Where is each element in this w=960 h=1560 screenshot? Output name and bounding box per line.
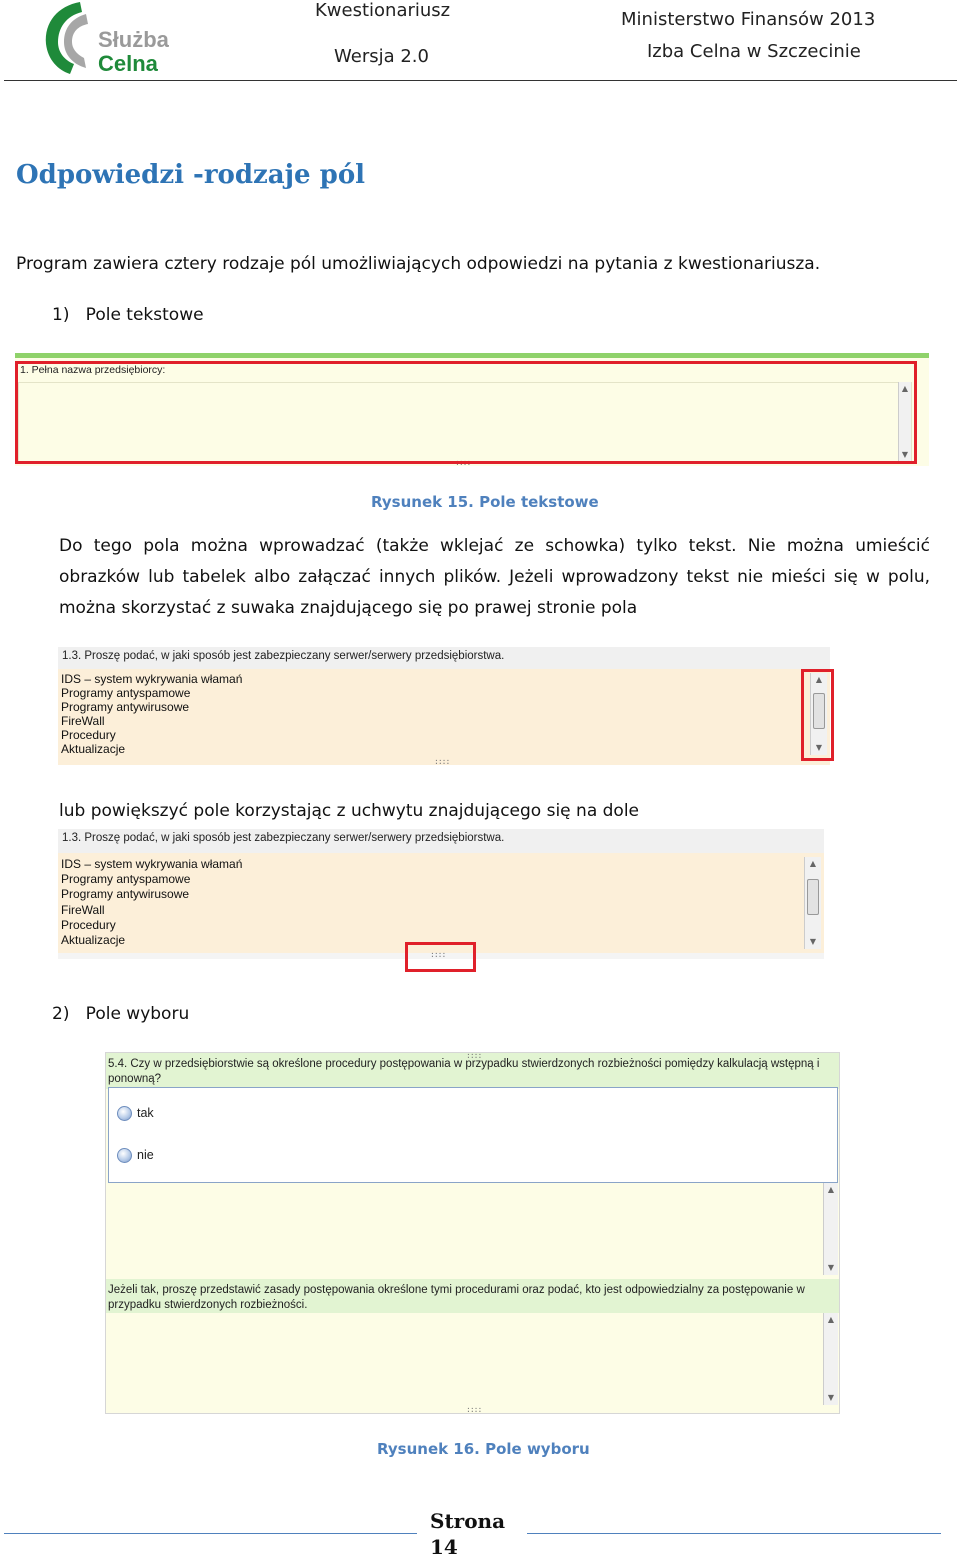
- ministry-name: Ministerstwo Finansów 2013: [621, 9, 876, 30]
- scroll-up-icon[interactable]: ▲: [901, 384, 909, 393]
- list-label: Pole wyboru: [85, 1004, 190, 1024]
- scroll-up-icon[interactable]: ▲: [815, 675, 823, 684]
- sluzba-celna-logo: [40, 0, 190, 78]
- radio-label: tak: [137, 1106, 154, 1120]
- doc-version: Wersja 2.0: [334, 46, 429, 67]
- resize-grip-icon[interactable]: ::::: [466, 1052, 482, 1060]
- scroll-down-icon[interactable]: ▼: [827, 1263, 835, 1272]
- radio-button-icon[interactable]: [117, 1148, 132, 1163]
- logo-mark-icon: [40, 0, 100, 78]
- radio-button-icon[interactable]: [117, 1106, 132, 1121]
- resize-paragraph: lub powiększyć pole korzystając z uchwytu znajdującego się na dole: [59, 801, 640, 821]
- question-text: 1.3. Proszę podać, w jaki sposób jest zabezpieczany serwer/serwery przedsiębiorstwa.: [62, 650, 505, 662]
- scroll-up-icon[interactable]: ▲: [827, 1185, 835, 1194]
- question-text: 1.3. Proszę podać, w jaki sposób jest zabezpieczany serwer/serwery przedsiębiorstwa.: [62, 832, 505, 844]
- radio-group: [108, 1087, 838, 1183]
- followup-question-text: Jeżeli tak, proszę przedstawić zasady postępowania określone tymi procedurami oraz podać, kto jest odpowiedzialny za postępowanie w przypadku stwierdzonych rozbieżności.: [108, 1284, 805, 1311]
- field-line: Programy antyspamowe: [61, 872, 191, 887]
- resize-grip-icon[interactable]: ::::: [466, 1405, 482, 1414]
- field-content[interactable]: [61, 857, 242, 948]
- footer-rule-left: [4, 1533, 417, 1534]
- question-text: 5.4. Czy w przedsiębiorstwie są określone procedury postępowania w przypadku stwierdzonych rozbieżności pomiędzy kalkulacją wstępną i ponowną?: [108, 1058, 820, 1085]
- page-number: 14: [430, 1535, 458, 1559]
- text-field-scrollbar[interactable]: [823, 1183, 838, 1275]
- field-scrollbar[interactable]: [804, 857, 821, 949]
- figure-caption-15: Rysunek 15. Pole tekstowe: [371, 493, 599, 511]
- resize-grip-icon[interactable]: ::::: [434, 757, 450, 765]
- resize-grip-icon[interactable]: ::::: [455, 458, 471, 466]
- field-line: Programy antyspamowe: [61, 686, 191, 700]
- section-title: Odpowiedzi -rodzaje pól: [16, 160, 366, 190]
- resize-example-screenshot: [58, 829, 824, 959]
- field-line: IDS – system wykrywania włamań: [61, 672, 243, 686]
- radio-option-yes[interactable]: [117, 1106, 154, 1121]
- choice-field-screenshot: [105, 1052, 840, 1414]
- logo-text-line2: Celna: [98, 51, 158, 76]
- description-paragraph: Do tego pola można wprowadzać (także wklejać ze schowka) tylko tekst. Nie można umieścić obrazków lub tabelek albo załączać innych plików. Jeżeli wprowadzony tekst nie mieści się w polu, można skorzystać z suwaka znajdującego się po prawej stronie pola: [59, 536, 930, 618]
- field-line: Procedury: [61, 917, 116, 932]
- field-line: Aktualizacje: [61, 933, 126, 948]
- field-line: Programy antywirusowe: [61, 887, 190, 902]
- resize-grip-icon[interactable]: ::::: [430, 950, 446, 959]
- list-item-1: [52, 300, 204, 331]
- scroll-down-icon[interactable]: ▼: [815, 743, 823, 752]
- logo-text-line1: Służba: [98, 27, 169, 52]
- followup-text-field[interactable]: [108, 1313, 822, 1405]
- field-line: FireWall: [61, 902, 105, 917]
- field-line: Aktualizacje: [61, 742, 126, 756]
- footer-rule-right: [527, 1533, 941, 1534]
- list-number: 2): [52, 1004, 70, 1024]
- page-label: Strona: [430, 1509, 506, 1533]
- field-content[interactable]: [61, 672, 242, 756]
- followup-scrollbar[interactable]: [823, 1313, 838, 1405]
- scroll-down-icon[interactable]: ▼: [827, 1393, 835, 1402]
- text-field[interactable]: [108, 1183, 822, 1275]
- field-line: FireWall: [61, 714, 105, 728]
- scroll-up-icon[interactable]: ▲: [827, 1315, 835, 1324]
- office-name: Izba Celna w Szczecinie: [647, 41, 861, 62]
- question-bar: [58, 647, 830, 669]
- list-number: 1): [52, 305, 70, 325]
- field-label: 1. Pełna nazwa przedsiębiorcy:: [20, 364, 166, 376]
- field-line: Programy antywirusowe: [61, 700, 190, 714]
- scroll-up-icon[interactable]: ▲: [809, 859, 817, 868]
- scroll-thumb[interactable]: [807, 879, 819, 915]
- list-label: Pole tekstowe: [85, 305, 204, 325]
- list-item-2: [52, 999, 189, 1030]
- scroll-down-icon[interactable]: ▼: [901, 450, 909, 459]
- doc-title: Kwestionariusz: [315, 0, 451, 21]
- field-line: IDS – system wykrywania włamań: [61, 857, 243, 871]
- header-divider: [4, 80, 957, 81]
- intro-paragraph: Program zawiera cztery rodzaje pól umożliwiających odpowiedzi na pytania z kwestionariusza.: [16, 254, 821, 274]
- scroll-down-icon[interactable]: ▼: [809, 937, 817, 946]
- question-bar: [58, 829, 824, 853]
- radio-option-no[interactable]: [117, 1148, 154, 1163]
- scrollbar-highlight-box: [801, 669, 834, 761]
- followup-question-bar: [106, 1279, 840, 1313]
- scrollbar-example-screenshot: [58, 647, 830, 765]
- highlight-box: [15, 361, 917, 464]
- field-line: Procedury: [61, 728, 116, 742]
- figure-caption-16: Rysunek 16. Pole wyboru: [377, 1440, 590, 1458]
- radio-label: nie: [137, 1148, 154, 1162]
